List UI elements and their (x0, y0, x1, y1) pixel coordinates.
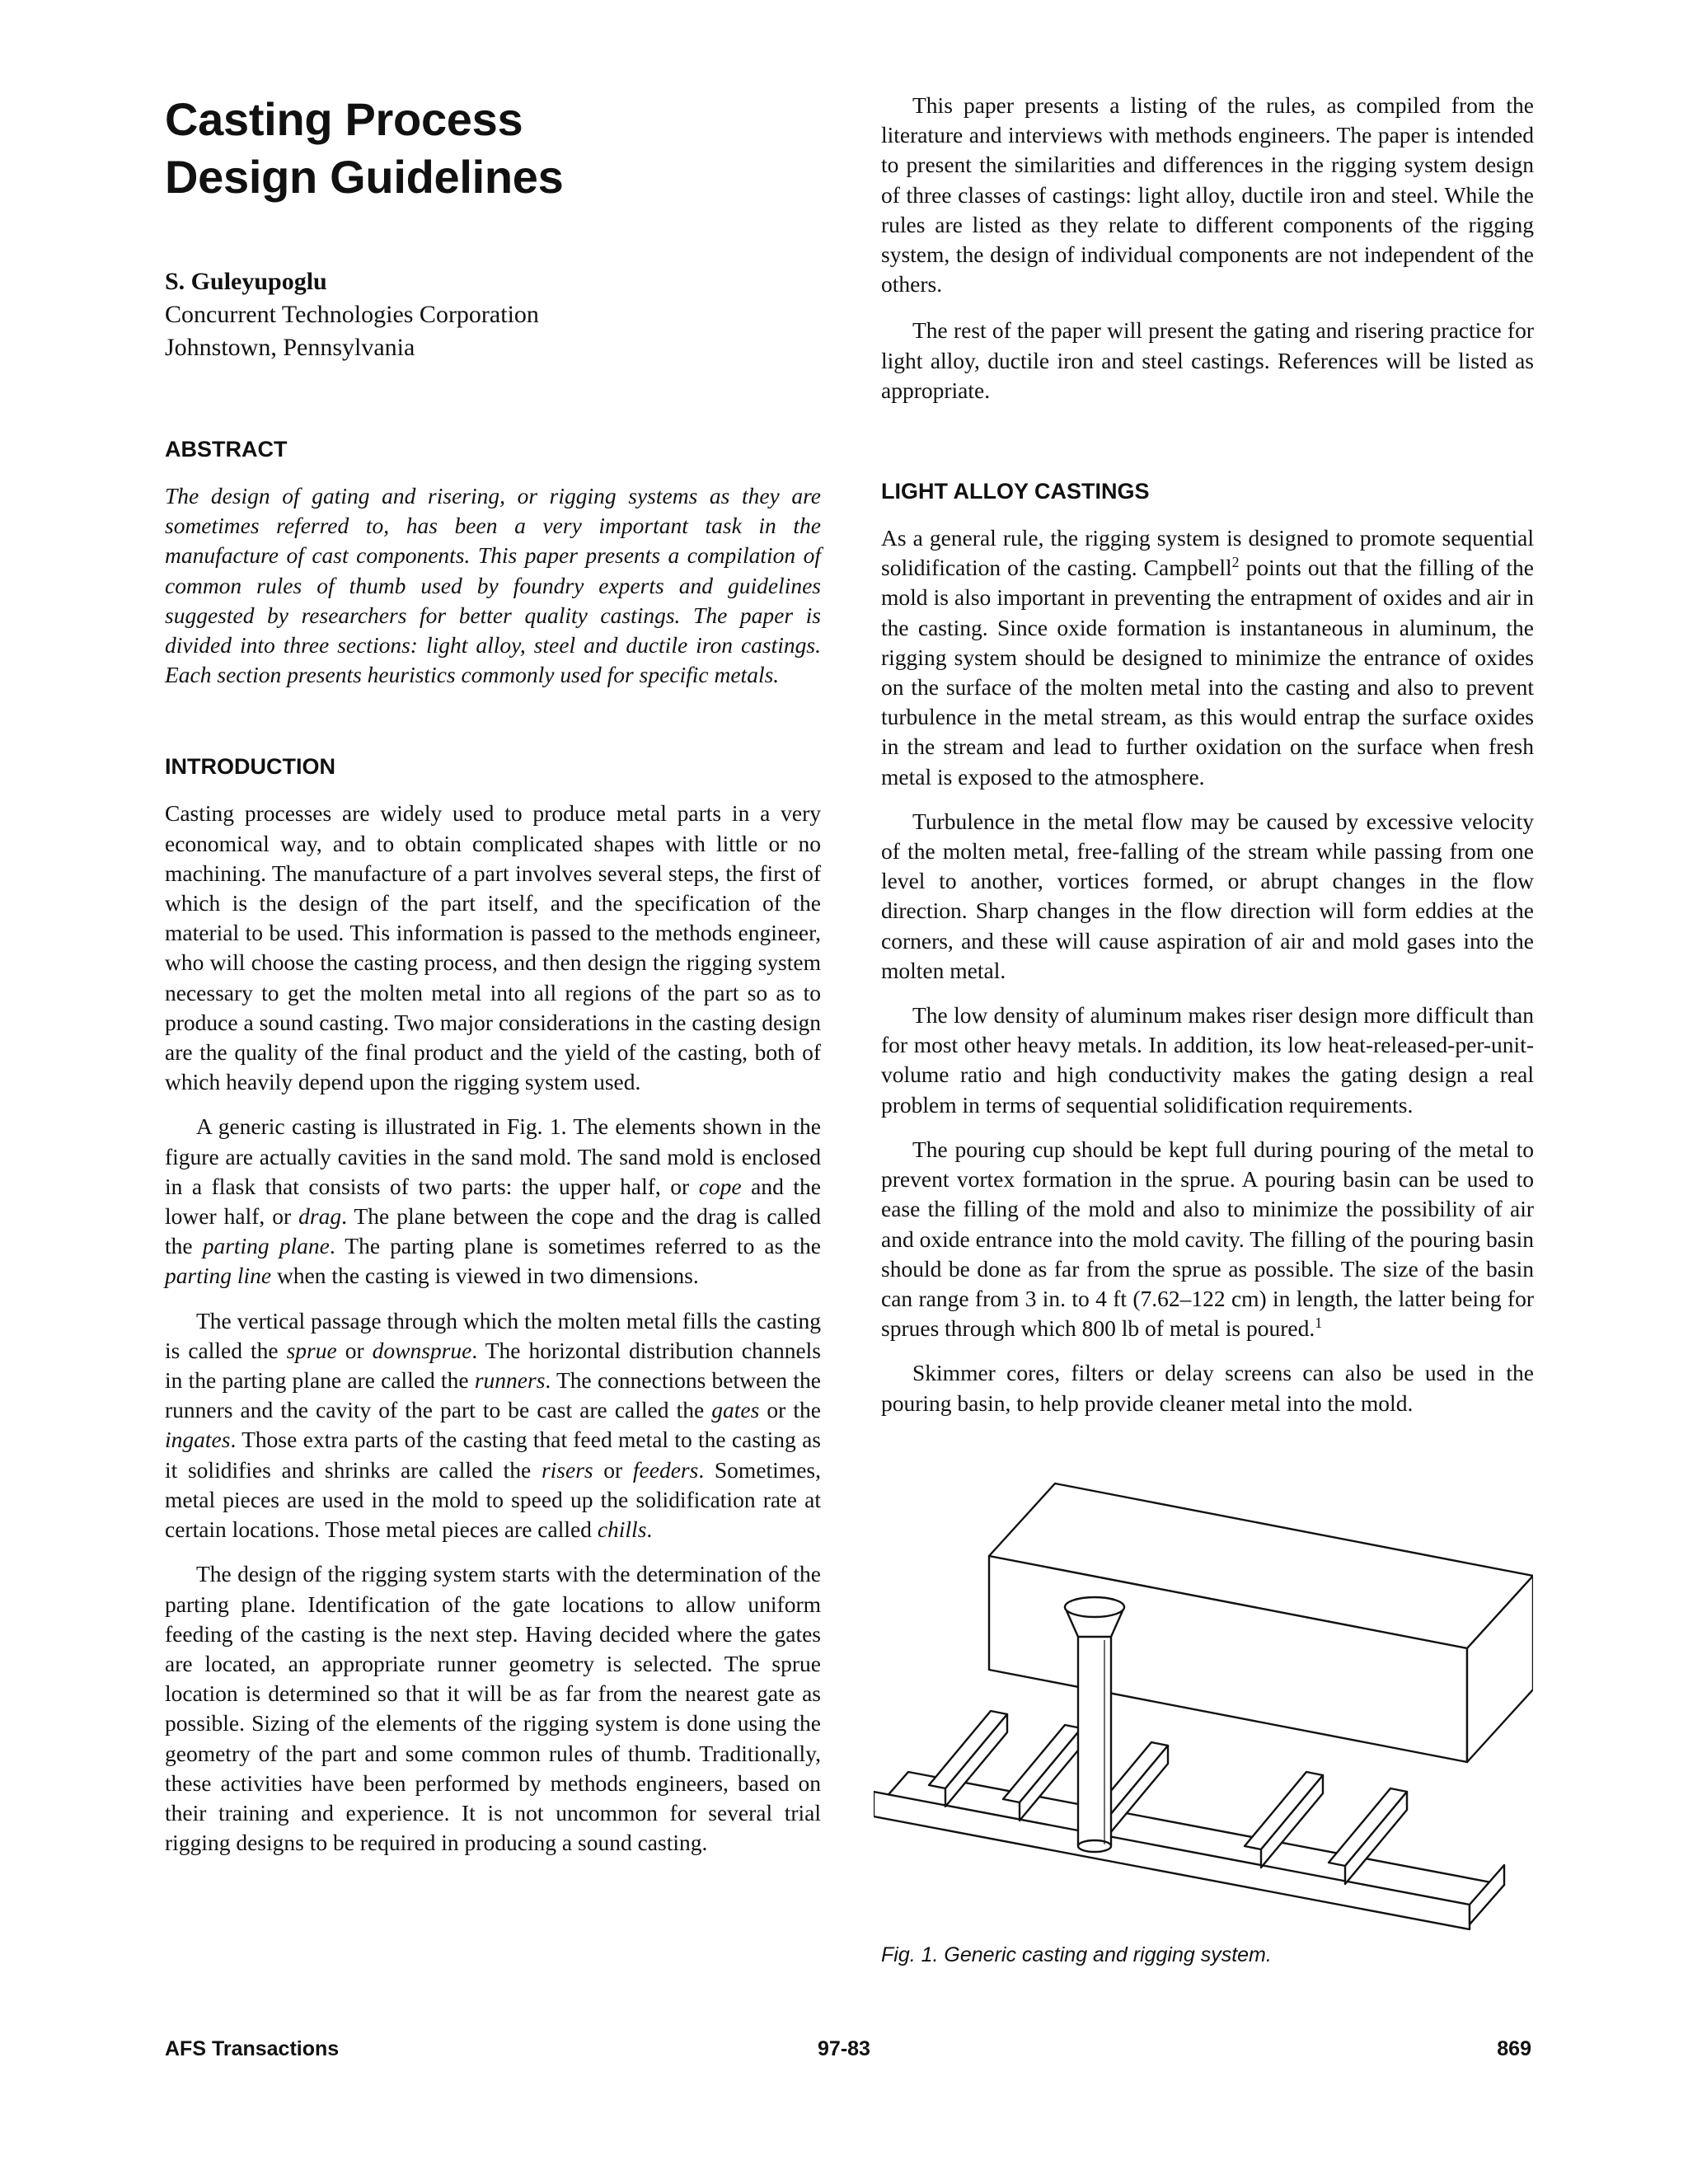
author-name: S. Guleyupoglu (165, 268, 327, 295)
figure-caption: Fig. 1. Generic casting and rigging system. (881, 1943, 1272, 1966)
term-gates: gates (711, 1397, 760, 1423)
text-span: . The plane between the cope and the drag is called the (165, 1203, 821, 1259)
text-span: The vertical passage through which the molten metal fills the casting is called the (165, 1307, 821, 1363)
introduction-heading: INTRODUCTION (165, 754, 335, 780)
light-alloy-paragraph-5: Skimmer cores, filters or delay screens can also be used in the pouring basin, to help provide cleaner metal into the mold. (881, 1360, 1534, 1416)
text-span: or the (759, 1397, 821, 1423)
right-paragraph-1: This paper presents a listing of the rules, as compiled from the literature and interviews with methods engineers. The paper is intended to present the similarities and differences in the rigging system design of three classes of castings: light alloy, ductile iron and steel. While the rules are listed as they relate to different components of the rigging system, the design of individual components are not independent of the others. (881, 92, 1534, 298)
footer-page-number: 869 (1497, 2037, 1531, 2060)
light-alloy-paragraph-4 (881, 1135, 1534, 1343)
footer-journal: AFS Transactions (165, 2037, 340, 2060)
text-span: or (593, 1456, 633, 1483)
light-alloy-paragraph-1 (881, 523, 1534, 792)
paper-title (165, 91, 821, 206)
sprue (1078, 1632, 1111, 1846)
light-alloy-paragraph-2: Turbulence in the metal flow may be caused by excessive velocity of the molten metal, free-falling of the stream while passing from one level to another, vortices formed, or abrupt changes in the flow direction. Sharp changes in the flow direction will form eddies at the corners, and these will cause aspiration of air and mold gases into the molten metal. (881, 808, 1534, 983)
intro-paragraph-2 (165, 1112, 821, 1291)
term-cope: cope (698, 1173, 742, 1199)
text-span: . Sometimes, metal pieces are used in the mold to speed up the solidification rate at certain locations. Those metal pieces are called (165, 1456, 821, 1543)
title-line-2: Design Guidelines (165, 151, 564, 203)
term-downsprue: downsprue (372, 1337, 472, 1363)
text-span: and the lower half, or (165, 1173, 821, 1230)
light-alloy-heading: LIGHT ALLOY CASTINGS (881, 479, 1150, 504)
figure-1 (874, 1475, 1533, 1937)
footer-paper-id: 97-83 (818, 2037, 870, 2060)
left-column (165, 91, 821, 1858)
text-span: . The parting plane is sometimes referred to as the (329, 1233, 821, 1259)
text-span: or (336, 1337, 373, 1363)
text-span: As a general rule, the rigging system is designed to promote sequential solidification of the casting. Campbell (881, 525, 1534, 581)
author-block (165, 265, 821, 364)
right-column (881, 91, 1534, 1418)
abstract-text: The design of gating and risering, or rigging systems as they are sometimes referred to, has been a very important task in the manufacture of cast components. This paper presents a compilation of common rules of thumb used by foundry experts and guidelines suggested by researchers for better quality castings. The paper is divided into three sections: light alloy, steel and ductile iron castings. Each section presents heuristics commonly used for specific metals. (165, 483, 821, 688)
term-sprue: sprue (286, 1337, 337, 1363)
casting-rigging-illustration (874, 1475, 1533, 1937)
light-alloy-paragraph-3: The low density of aluminum makes riser design more difficult than for most other heavy metals. In addition, its low heat-released-per-unit-volume ratio and high conductivity makes the gating design a real problem in terms of sequential solidification requirements. (881, 1002, 1534, 1118)
text-span: points out that the filling of the mold is also important in preventing the entrapment of oxides and air in the casting. Since oxide formation is instantaneous in aluminum, the rigging system should be designed to minimize the entrance of oxides on the surface of the molten metal into the casting and also to prevent turbulence in the metal stream, as this would entrap the surface oxides in the stream and lead to further oxidation on the surface when fresh metal is exposed to the atmosphere. (881, 555, 1534, 790)
intro-paragraph-3 (165, 1306, 821, 1545)
term-parting-line: parting line (165, 1263, 272, 1289)
reference-2: 2 (1231, 554, 1240, 571)
term-ingates: ingates (165, 1427, 231, 1453)
term-parting-plane: parting plane (202, 1233, 330, 1259)
term-drag: drag (298, 1203, 342, 1230)
intro-paragraph-1: Casting processes are widely used to produce metal parts in a very economical way, and to obtain complicated shapes with little or no machining. The manufacture of a part involves several steps, the first of which is the design of the part itself, and the specification of the material to be used. This information is passed to the methods engineer, who will choose the casting process, and then design the rigging system necessary to get the molten metal into all regions of the part so as to produce a sound casting. Two major considerations in the casting design are the quality of the final product and the yield of the casting, both of which heavily depend upon the rigging system used. (165, 800, 821, 1095)
term-chills: chills (597, 1516, 647, 1543)
text-span: . The connections between the runners and the cavity of the part to be cast are called the (165, 1367, 821, 1423)
term-runners: runners (474, 1367, 546, 1394)
sprue-base (1078, 1840, 1111, 1852)
author-location: Johnstown, Pennsylvania (165, 334, 415, 361)
reference-1: 1 (1315, 1314, 1323, 1331)
author-affiliation: Concurrent Technologies Corporation (165, 301, 539, 328)
text-span: . (646, 1516, 653, 1543)
title-line-1: Casting Process (165, 93, 523, 145)
text-span: . The horizontal distribution channels in the parting plane are called the (165, 1337, 821, 1394)
right-paragraph-2: The rest of the paper will present the gating and risering practice for light alloy, ductile iron and steel castings. References will be listed as appropriate. (881, 317, 1534, 403)
term-risers: risers (541, 1456, 593, 1483)
abstract-heading: ABSTRACT (165, 437, 288, 462)
pouring-cup-rim (1065, 1597, 1124, 1617)
text-span: . Those extra parts of the casting that feed metal to the casting as it solidifies and shrinks are called the (165, 1427, 821, 1483)
text-span: The pouring cup should be kept full during pouring of the metal to prevent vortex formation in the sprue. A pouring basin can be used to ease the filling of the mold and also to minimize the possibility of air and oxide entrance into the mold cavity. The filling of the pouring basin should be done as far from the sprue as possible. The size of the basin can range from 3 in. to 4 ft (7.62–122 cm) in length, the latter being for sprues through which 800 lb of metal is poured. (881, 1136, 1534, 1342)
text-span: when the casting is viewed in two dimensions. (271, 1263, 699, 1289)
text-span: A generic casting is illustrated in Fig. 1. The elements shown in the figure are actually cavities in the sand mold. The sand mold is enclosed in a flask that consists of two parts: the upper half, or (165, 1113, 821, 1199)
intro-paragraph-4: The design of the rigging system starts with the determination of the parting plane. Identification of the gate locations to allow uniform feeding of the casting is the next step. Having decided where the gates are located, an appropriate runner geometry is selected. The sprue location is determined so that it will be as far from the nearest gate as possible. Sizing of the elements of the rigging system is done using the geometry of the part and some common rules of thumb. Traditionally, these activities have been performed by methods engineers, based on their training and experience. It is not uncommon for several trial rigging designs to be required in producing a sound casting. (165, 1561, 821, 1856)
term-feeders: feeders (632, 1456, 699, 1483)
